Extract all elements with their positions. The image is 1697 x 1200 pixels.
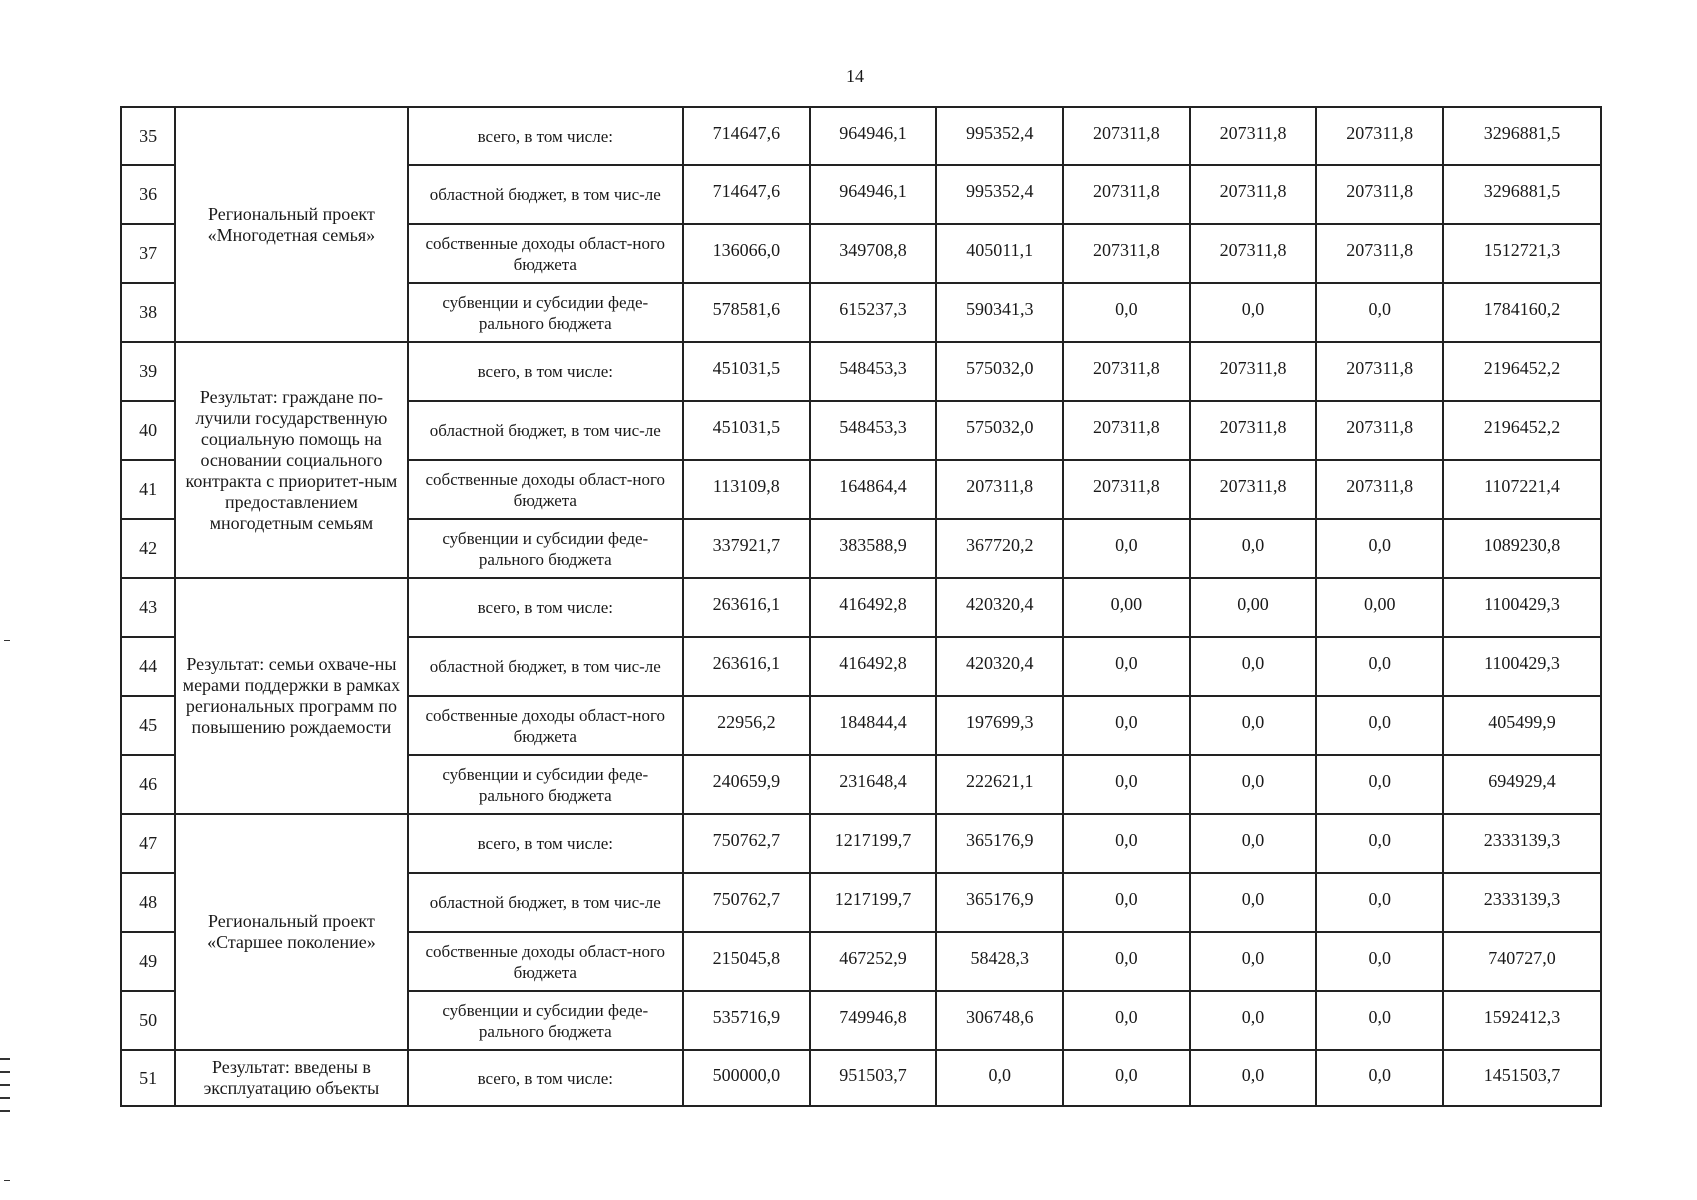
value-text: 951503,7 — [839, 1064, 907, 1085]
total-value — [1443, 460, 1601, 519]
page-number: 14 — [846, 66, 864, 86]
funding-source: субвенции и субсидии феде-рального бюджета — [408, 755, 683, 814]
value-text: 714647,6 — [712, 181, 781, 201]
value-text: 0,0 — [1115, 653, 1138, 673]
value-cell — [683, 991, 810, 1050]
value-text: 22956,2 — [717, 712, 776, 732]
scan-edge-mark — [0, 1097, 10, 1099]
value-text: 207311,8 — [1346, 476, 1414, 496]
scan-edge-mark — [4, 640, 10, 641]
scan-edge-mark — [4, 1180, 10, 1181]
value-text: 0,00 — [1237, 594, 1269, 614]
value-cell — [1063, 755, 1190, 814]
value-text: 0,0 — [1115, 299, 1138, 319]
table-row — [121, 1050, 1601, 1106]
value-cell — [1190, 519, 1317, 578]
value-text: 548453,3 — [839, 417, 907, 437]
value-cell — [1190, 755, 1317, 814]
funding-source: субвенции и субсидии феде-рального бюджета — [408, 991, 683, 1050]
total-value — [1443, 932, 1601, 991]
value-cell — [936, 755, 1063, 814]
value-cell — [810, 814, 937, 873]
funding-source: всего, в том числе: — [408, 814, 683, 873]
value-cell — [936, 578, 1063, 637]
value-text: 306748,6 — [965, 1007, 1034, 1027]
value-cell — [1316, 107, 1443, 165]
value-cell — [1063, 873, 1190, 932]
total-value — [1443, 519, 1601, 578]
value-text: 2196452,2 — [1483, 417, 1561, 437]
value-cell — [1063, 107, 1190, 165]
value-cell — [810, 932, 937, 991]
row-number: 49 — [121, 932, 175, 991]
value-text: 207311,8 — [1219, 476, 1287, 496]
row-number: 50 — [121, 991, 175, 1050]
row-number: 47 — [121, 814, 175, 873]
value-text: 416492,8 — [839, 653, 907, 673]
total-value — [1443, 165, 1601, 224]
value-cell — [936, 283, 1063, 342]
value-text: 263616,1 — [712, 594, 781, 614]
value-cell — [683, 637, 810, 696]
value-text: 420320,4 — [965, 653, 1034, 673]
funding-source: собственные доходы област-ного бюджета — [408, 460, 683, 519]
value-cell — [1063, 519, 1190, 578]
value-cell — [1063, 1050, 1190, 1106]
funding-source: областной бюджет, в том чис-ле — [408, 637, 683, 696]
value-text: 615237,3 — [839, 299, 907, 319]
value-cell — [1316, 165, 1443, 224]
value-cell — [810, 107, 937, 165]
row-number: 42 — [121, 519, 175, 578]
value-text: 694929,4 — [1488, 771, 1556, 791]
value-text: 113109,8 — [712, 476, 780, 496]
funding-source: собственные доходы област-ного бюджета — [408, 696, 683, 755]
value-text: 184844,4 — [839, 712, 907, 732]
row-number: 48 — [121, 873, 175, 932]
value-text: 405499,9 — [1488, 712, 1556, 732]
value-cell — [1063, 696, 1190, 755]
value-cell — [810, 165, 937, 224]
value-cell — [1316, 224, 1443, 283]
value-cell — [1316, 755, 1443, 814]
total-value — [1443, 755, 1601, 814]
value-cell — [1316, 1050, 1443, 1106]
value-text: 0,0 — [1241, 299, 1265, 319]
value-text: 405011,1 — [966, 240, 1034, 260]
value-cell — [1063, 283, 1190, 342]
value-cell — [683, 932, 810, 991]
total-value — [1443, 342, 1601, 401]
value-text: 3296881,5 — [1483, 122, 1561, 143]
value-text: 207311,8 — [1219, 181, 1287, 201]
row-number: 38 — [121, 283, 175, 342]
total-value — [1443, 696, 1601, 755]
value-cell — [936, 165, 1063, 224]
value-text: 1592412,3 — [1483, 1007, 1561, 1027]
value-text: 207311,8 — [1092, 240, 1160, 260]
value-text: 0,0 — [1368, 653, 1391, 673]
value-text: 263616,1 — [712, 653, 781, 673]
value-cell — [936, 637, 1063, 696]
value-text: 0,0 — [1115, 535, 1138, 555]
row-number: 36 — [121, 165, 175, 224]
value-text: 467252,9 — [839, 948, 907, 968]
value-cell — [1316, 578, 1443, 637]
value-cell — [683, 755, 810, 814]
value-text: 207311,8 — [1219, 358, 1287, 378]
value-cell — [936, 696, 1063, 755]
value-text: 740727,0 — [1488, 948, 1556, 968]
value-text: 749946,8 — [839, 1007, 907, 1027]
value-cell — [683, 283, 810, 342]
funding-source: собственные доходы област-ного бюджета — [408, 932, 683, 991]
value-text: 365176,9 — [965, 830, 1034, 850]
value-cell — [810, 991, 937, 1050]
value-cell — [683, 342, 810, 401]
value-text: 0,0 — [1115, 830, 1138, 850]
value-cell — [810, 637, 937, 696]
value-text: 0,0 — [1241, 830, 1265, 850]
funding-source: областной бюджет, в том чис-ле — [408, 401, 683, 460]
value-text: 207311,8 — [1092, 476, 1160, 496]
value-text: 995352,4 — [965, 122, 1034, 143]
value-text: 0,0 — [1368, 948, 1391, 968]
value-text: 231648,4 — [839, 771, 907, 791]
project-name: Региональный проект «Старшее поколение» — [175, 814, 407, 1050]
value-text: 0,0 — [1368, 299, 1391, 319]
funding-source: всего, в том числе: — [408, 342, 683, 401]
row-number: 46 — [121, 755, 175, 814]
value-cell — [936, 814, 1063, 873]
value-text: 2333139,3 — [1483, 889, 1561, 909]
value-text: 0,0 — [1368, 712, 1391, 732]
row-number: 44 — [121, 637, 175, 696]
value-cell — [1190, 637, 1317, 696]
value-cell — [683, 1050, 810, 1106]
value-cell — [1190, 991, 1317, 1050]
total-value — [1443, 1050, 1601, 1106]
value-cell — [1316, 637, 1443, 696]
value-text: 207311,8 — [1346, 358, 1414, 378]
value-text: 1100429,3 — [1484, 653, 1560, 673]
project-name: Результат: граждане по-лучили государственную социальную помощь на основании социального контракта с приоритет-ным предоставлением многодетным семьям — [175, 342, 407, 578]
value-text: 0,0 — [988, 1064, 1011, 1085]
row-number: 37 — [121, 224, 175, 283]
value-text: 2333139,3 — [1483, 830, 1561, 850]
value-text: 500000,0 — [712, 1064, 781, 1085]
value-text: 0,0 — [1241, 535, 1265, 555]
value-cell — [1190, 460, 1317, 519]
table-row — [121, 814, 1601, 873]
value-cell — [936, 401, 1063, 460]
value-text: 578581,6 — [712, 299, 781, 319]
value-cell — [810, 224, 937, 283]
value-cell — [1190, 873, 1317, 932]
funding-source: субвенции и субсидии феде-рального бюджета — [408, 519, 683, 578]
value-text: 0,0 — [1115, 889, 1138, 909]
scan-edge-mark — [0, 1084, 10, 1086]
total-value — [1443, 401, 1601, 460]
value-cell — [1063, 637, 1190, 696]
value-text: 207311,8 — [1092, 122, 1160, 143]
value-text: 714647,6 — [712, 122, 781, 143]
value-text: 3296881,5 — [1483, 181, 1561, 201]
value-text: 1512721,3 — [1483, 240, 1561, 260]
row-number: 41 — [121, 460, 175, 519]
value-cell — [936, 873, 1063, 932]
value-text: 0,0 — [1368, 1064, 1391, 1085]
value-text: 207311,8 — [966, 476, 1034, 496]
value-cell — [683, 107, 810, 165]
value-cell — [1190, 696, 1317, 755]
value-cell — [1190, 401, 1317, 460]
value-text: 58428,3 — [970, 948, 1029, 968]
value-cell — [683, 696, 810, 755]
scan-edge-mark — [0, 1110, 10, 1112]
project-name: Региональный проект «Многодетная семья» — [175, 107, 407, 342]
value-text: 0,0 — [1241, 948, 1265, 968]
value-cell — [1063, 932, 1190, 991]
value-text: 0,0 — [1115, 948, 1138, 968]
value-cell — [1190, 578, 1317, 637]
value-cell — [683, 873, 810, 932]
value-text: 0,0 — [1368, 771, 1391, 791]
value-text: 451031,5 — [712, 417, 781, 437]
value-text: 1107221,4 — [1484, 476, 1560, 496]
value-text: 575032,0 — [965, 417, 1034, 437]
value-text: 964946,1 — [839, 122, 907, 143]
value-cell — [1316, 932, 1443, 991]
value-cell — [936, 224, 1063, 283]
value-text: 1217199,7 — [834, 889, 912, 909]
row-number: 40 — [121, 401, 175, 460]
funding-source: субвенции и субсидии феде-рального бюджета — [408, 283, 683, 342]
value-text: 750762,7 — [712, 889, 781, 909]
value-text: 0,0 — [1115, 1064, 1138, 1085]
value-text: 0,0 — [1241, 771, 1265, 791]
value-text: 0,00 — [1363, 594, 1396, 614]
total-value — [1443, 578, 1601, 637]
value-text: 0,0 — [1241, 889, 1265, 909]
value-cell — [1063, 991, 1190, 1050]
value-text: 1451503,7 — [1483, 1064, 1561, 1085]
value-text: 590341,3 — [965, 299, 1034, 319]
value-cell — [936, 342, 1063, 401]
value-text: 240659,9 — [712, 771, 781, 791]
scan-edge-mark — [0, 1071, 10, 1073]
funding-source: всего, в том числе: — [408, 578, 683, 637]
value-text: 0,0 — [1241, 712, 1265, 732]
value-text: 0,0 — [1115, 712, 1138, 732]
funding-source: всего, в том числе: — [408, 1050, 683, 1106]
row-number: 43 — [121, 578, 175, 637]
value-cell — [683, 519, 810, 578]
value-cell — [810, 578, 937, 637]
table-row — [121, 107, 1601, 165]
value-text: 222621,1 — [965, 771, 1034, 791]
value-cell — [810, 460, 937, 519]
value-cell — [1316, 283, 1443, 342]
value-text: 1089230,8 — [1483, 535, 1561, 555]
value-text: 995352,4 — [965, 181, 1034, 201]
value-text: 207311,8 — [1092, 358, 1160, 378]
value-cell — [936, 991, 1063, 1050]
value-text: 1100429,3 — [1484, 594, 1560, 614]
value-text: 164864,4 — [839, 476, 907, 496]
value-text: 420320,4 — [965, 594, 1034, 614]
project-name: Результат: введены в эксплуатацию объекты — [175, 1050, 407, 1106]
value-cell — [1316, 814, 1443, 873]
value-cell — [1190, 342, 1317, 401]
value-cell — [810, 1050, 937, 1106]
value-cell — [1190, 1050, 1317, 1106]
value-text: 207311,8 — [1346, 240, 1414, 260]
funding-source: областной бюджет, в том чис-ле — [408, 873, 683, 932]
value-cell — [1063, 460, 1190, 519]
row-number: 35 — [121, 107, 175, 165]
value-text: 0,0 — [1368, 1007, 1391, 1027]
value-cell — [810, 519, 937, 578]
funding-source: областной бюджет, в том чис-ле — [408, 165, 683, 224]
value-text: 964946,1 — [839, 181, 907, 201]
value-text: 1784160,2 — [1483, 299, 1561, 319]
value-cell — [810, 342, 937, 401]
value-text: 750762,7 — [712, 830, 781, 850]
value-text: 197699,3 — [965, 712, 1034, 732]
value-text: 0,0 — [1368, 830, 1391, 850]
value-cell — [1316, 342, 1443, 401]
value-cell — [683, 814, 810, 873]
scan-edge-mark — [0, 1058, 10, 1060]
value-cell — [936, 460, 1063, 519]
value-text: 548453,3 — [839, 358, 907, 378]
value-text: 365176,9 — [965, 889, 1034, 909]
value-cell — [683, 460, 810, 519]
table-row — [121, 342, 1601, 401]
value-cell — [810, 401, 937, 460]
value-text: 367720,2 — [965, 535, 1034, 555]
value-cell — [683, 165, 810, 224]
value-cell — [1063, 342, 1190, 401]
value-cell — [1316, 696, 1443, 755]
value-cell — [810, 873, 937, 932]
row-number: 51 — [121, 1050, 175, 1106]
value-cell — [810, 755, 937, 814]
value-text: 215045,8 — [712, 948, 781, 968]
value-cell — [1190, 932, 1317, 991]
value-text: 0,0 — [1241, 1064, 1265, 1085]
value-text: 535716,9 — [712, 1007, 781, 1027]
value-cell — [683, 401, 810, 460]
total-value — [1443, 283, 1601, 342]
value-text: 0,0 — [1241, 1007, 1265, 1027]
funding-source: всего, в том числе: — [408, 107, 683, 165]
value-text: 349708,8 — [839, 240, 907, 260]
value-text: 337921,7 — [712, 535, 781, 555]
value-text: 207311,8 — [1346, 417, 1414, 437]
total-value — [1443, 814, 1601, 873]
value-cell — [1063, 814, 1190, 873]
row-number: 39 — [121, 342, 175, 401]
value-text: 0,0 — [1115, 1007, 1138, 1027]
value-text: 575032,0 — [965, 358, 1034, 378]
value-cell — [1316, 460, 1443, 519]
value-cell — [936, 519, 1063, 578]
total-value — [1443, 991, 1601, 1050]
value-text: 207311,8 — [1092, 181, 1160, 201]
value-cell — [1063, 224, 1190, 283]
total-value — [1443, 873, 1601, 932]
funding-source: собственные доходы област-ного бюджета — [408, 224, 683, 283]
value-cell — [1316, 873, 1443, 932]
value-cell — [1316, 401, 1443, 460]
value-text: 207311,8 — [1092, 417, 1160, 437]
value-text: 0,0 — [1241, 653, 1265, 673]
value-cell — [1190, 283, 1317, 342]
value-text: 207311,8 — [1219, 240, 1287, 260]
budget-table — [120, 106, 1602, 1107]
value-text: 0,0 — [1115, 771, 1138, 791]
value-text: 451031,5 — [712, 358, 781, 378]
value-text: 207311,8 — [1219, 417, 1287, 437]
value-cell — [810, 696, 937, 755]
value-cell — [1063, 401, 1190, 460]
project-name: Результат: семьи охваче-ны мерами поддержки в рамках региональных программ по повышению рождаемости — [175, 578, 407, 814]
value-cell — [683, 224, 810, 283]
value-cell — [936, 107, 1063, 165]
value-cell — [1190, 107, 1317, 165]
value-text: 207311,8 — [1346, 181, 1414, 201]
value-text: 0,0 — [1368, 535, 1391, 555]
value-cell — [1316, 519, 1443, 578]
value-text: 136066,0 — [712, 240, 781, 260]
total-value — [1443, 224, 1601, 283]
row-number: 45 — [121, 696, 175, 755]
value-text: 2196452,2 — [1483, 358, 1561, 378]
value-text: 207311,8 — [1219, 122, 1287, 143]
value-text: 0,0 — [1368, 889, 1391, 909]
value-cell — [1190, 224, 1317, 283]
value-text: 1217199,7 — [834, 830, 912, 850]
value-cell — [1190, 814, 1317, 873]
value-text: 383588,9 — [839, 535, 907, 555]
value-cell — [936, 932, 1063, 991]
value-cell — [936, 1050, 1063, 1106]
value-cell — [1190, 165, 1317, 224]
value-cell — [810, 283, 937, 342]
value-cell — [1316, 991, 1443, 1050]
total-value — [1443, 637, 1601, 696]
table-row — [121, 578, 1601, 637]
table-body — [121, 107, 1601, 1106]
value-text: 207311,8 — [1346, 122, 1414, 143]
value-cell — [683, 578, 810, 637]
value-text: 0,00 — [1110, 594, 1143, 614]
value-text: 416492,8 — [839, 594, 907, 614]
total-value — [1443, 107, 1601, 165]
value-cell — [1063, 165, 1190, 224]
value-cell — [1063, 578, 1190, 637]
